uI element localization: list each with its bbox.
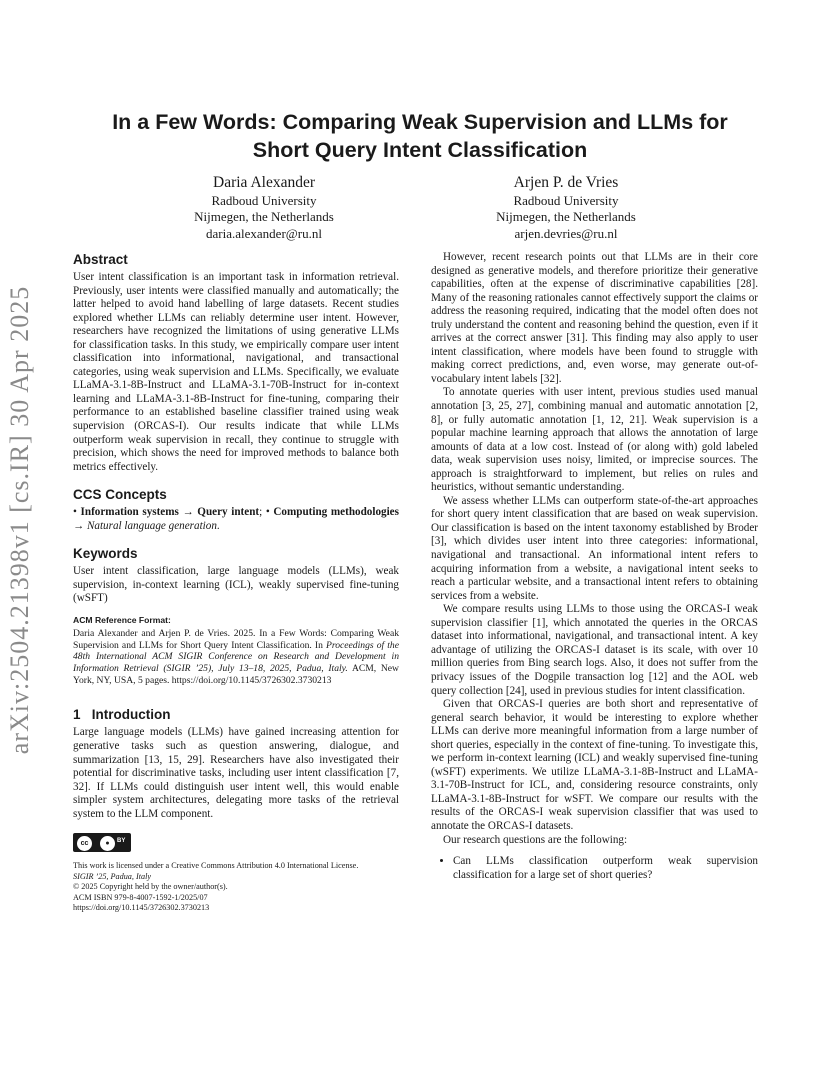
author-name: Arjen P. de Vries <box>513 174 619 191</box>
introduction-text: Large language models (LLMs) have gained increasing attention for generative tasks such as question answering, dialogue, and summarization [13, 15, 29]. Researchers have also investigated their potential for discriminative tasks, including user intent classification [7, 32]. If LLMs could distinguish user intent well, this would enable simpler system architectures, delegating more tasks of the retrieval system to the LLM component. <box>73 726 399 820</box>
acm-ref-authors: Daria Alexander and Arjen P. de Vries. 2025. In a Few Words: Comparing Weak Supervision and LLMs for Short Query Intent Classification. In <box>73 627 399 651</box>
author-affiliation: Radboud University <box>513 192 619 208</box>
bullet: • <box>265 506 270 519</box>
section-number: 1 <box>73 707 81 723</box>
abstract-heading: Abstract <box>73 252 128 267</box>
acm-ref-label: ACM Reference Format: <box>73 614 171 625</box>
paragraph: However, recent research points out that LLMs are in their core designed as generative models, and therefore prioritize their generative capabilities, often at the expense of discriminative capabilities [28]. Many of the reasoning rationales cannot effectively support the claims or address the reasoning required, indicating that the model often does not truly understand the content and reasoning behind the question, even if it arrives at the correct answer [31]. This finding may also apply to user intent classification, where models have been found to struggle with making correct predictions, and, even worse, may generate out-of-vocabulary intent labels [32]. <box>431 251 758 385</box>
introduction-heading <box>73 706 399 724</box>
research-questions-list <box>431 855 758 882</box>
right-column <box>431 251 758 882</box>
isbn-line: ACM ISBN 979-8-4007-1592-1/2025/07 <box>73 892 208 902</box>
keywords-text: User intent classification, large language models (LLMs), weak supervision, in-context learning (ICL), weakly supervised fine-tuning (wSFT) <box>73 565 399 605</box>
acm-ref-publisher[interactable]: ACM, New York, NY, USA, 5 pages. https://doi.org/10.1145/3726302.3730213 <box>73 663 399 686</box>
ccs-concepts <box>73 506 399 533</box>
period: . <box>216 519 220 532</box>
by-label: BY <box>117 838 126 845</box>
author-affiliation: Radboud University <box>211 192 317 208</box>
paragraph: Given that ORCAS-I queries are both short and representative of general search behavior, it would be interesting to explore whether LLMs can derive more meaningful information from a large number of short queries, especially in the context of fine-tuning. To investigate this, we perform in-context learning (ICL) and weakly supervised fine-tuning (wSFT) experiments. We utilize LLaMA-3.1-8B-Instruct and LLaMA-3.1-70B-Instruct for ICL, and, considering resource constraints, only LLaMA-3.1-8B-Instruct for wSFT. We compare our results with the results of the ORCAS-I weak supervision classifier that was used to annotate the ORCAS-I datasets. <box>431 698 758 832</box>
arxiv-identifier[interactable]: arXiv:2504.21398v1 [cs.IR] 30 Apr 2025 <box>5 285 34 755</box>
author-block-1 <box>114 175 414 242</box>
attribution-icon: ● <box>99 835 116 852</box>
paragraph: We assess whether LLMs can outperform state-of-the-art approaches for short query intent classification that are based on weak supervision. Our classification is based on the intent taxonomy established by Broder [3], which divides user intent into three categories: informational, navigational and transactional. An informational intent refers to acquiring information from a website, a navigational intent seeks to reach a particular website, and a transactional intent refers to obtaining services from a website. <box>431 494 758 602</box>
paragraph: Our research questions are the following: <box>443 833 628 846</box>
author-location: Nijmegen, the Netherlands <box>496 209 636 224</box>
section-title: Introduction <box>91 707 171 723</box>
paragraph: To annotate queries with user intent, previous studies used manual annotation [3, 25, 27], combining manual and automatic annotation [2, 8], or fully automatic annotation [1, 12, 21]. Weak supervision is a popular machine learning approach that allows the annotation of large amounts of data at a low cost. Instead of (or along with) gold labeled data, weak supervision uses noisy, limited, or imprecise sources. The approach is straightforward to implement, but relies on rules and heuristics, without semantic understanding. <box>431 386 758 494</box>
author-email[interactable]: arjen.devries@ru.nl <box>514 225 618 241</box>
license-line[interactable]: This work is licensed under a Creative Commons Attribution 4.0 International License. <box>73 861 359 871</box>
venue-line: SIGIR ’25, Padua, Italy <box>73 871 151 881</box>
cc-icon: cc <box>76 835 93 852</box>
arrow: → <box>73 519 87 532</box>
copyright-line: © 2025 Copyright held by the owner/author(s). <box>73 882 228 892</box>
license-block <box>73 833 399 913</box>
arrow: → <box>178 506 198 519</box>
ccs-term: Query intent <box>197 506 260 519</box>
separator: ; <box>259 506 266 519</box>
author-name: Daria Alexander <box>213 174 315 191</box>
author-block-2 <box>416 175 716 242</box>
paper-title <box>80 108 760 164</box>
ccs-term: Information systems <box>80 506 179 519</box>
author-location: Nijmegen, the Netherlands <box>194 209 334 224</box>
left-column <box>73 251 399 913</box>
keywords-heading: Keywords <box>73 546 138 562</box>
bullet: • <box>73 506 77 519</box>
doi-line[interactable]: https://doi.org/10.1145/3726302.3730213 <box>73 902 210 912</box>
ccs-heading: CCS Concepts <box>73 487 167 503</box>
acm-ref-text <box>73 628 399 687</box>
creative-commons-logo[interactable] <box>73 833 131 852</box>
author-email[interactable]: daria.alexander@ru.nl <box>206 225 322 241</box>
abstract-text: User intent classification is an important task in information retrieval. Previously, user intents were classified manually and automatically; the latter helped to avoid hand labelling of large datasets. Recent studies explored whether LLMs can reliably determine user intent. However, researchers have recognized the limitations of using generative LLMs for classification tasks. In this study, we empirically compare user intent classification into informational, navigational, and transactional categories, using weak supervision and LLMs. Specifically, we evaluate LLaMA-3.1-8B-Instruct and LLaMA-3.1-70B-Instruct for in-context learning and LLaMA-3.1-8B-Instruct for fine-tuning, comparing their performance to an established baseline classifier trained using weak supervision (ORCAS-I). Our results indicate that while LLMs outperform weak supervision in recall, they continue to struggle with precision, which shows the need for improved methods to balance both metrics effectively. <box>73 271 399 473</box>
title-line-2: Short Query Intent Classification <box>252 138 588 162</box>
ccs-term: Computing methodologies <box>273 506 399 519</box>
title-line-1: In a Few Words: Comparing Weak Supervision and LLMs for <box>112 110 728 134</box>
paragraph: We compare results using LLMs to those using the ORCAS-I weak supervision classifier [1], which annotated the queries in the ORCAS dataset into informational, navigational, and transactional intent. A key advantage of utilizing the ORCAS-I dataset is its scale, with over 10 million queries from Bing search logs. Also, it does not suffer from the privacy issues of the Dogpile transaction log [12] and the AOL web query collection [24], used in previous studies for intent classification. <box>431 603 758 697</box>
ccs-term: Natural language generation <box>86 519 217 532</box>
list-item: • Can LLMs classification outperform weak supervision classification for a large set of short queries? <box>453 855 758 882</box>
acm-ref-proceedings: Proceedings of the 48th International ACM SIGIR Conference on Research and Development in Information Retrieval (SIGIR ’25), July 13–18, 2025, Padua, Italy. <box>73 639 399 675</box>
